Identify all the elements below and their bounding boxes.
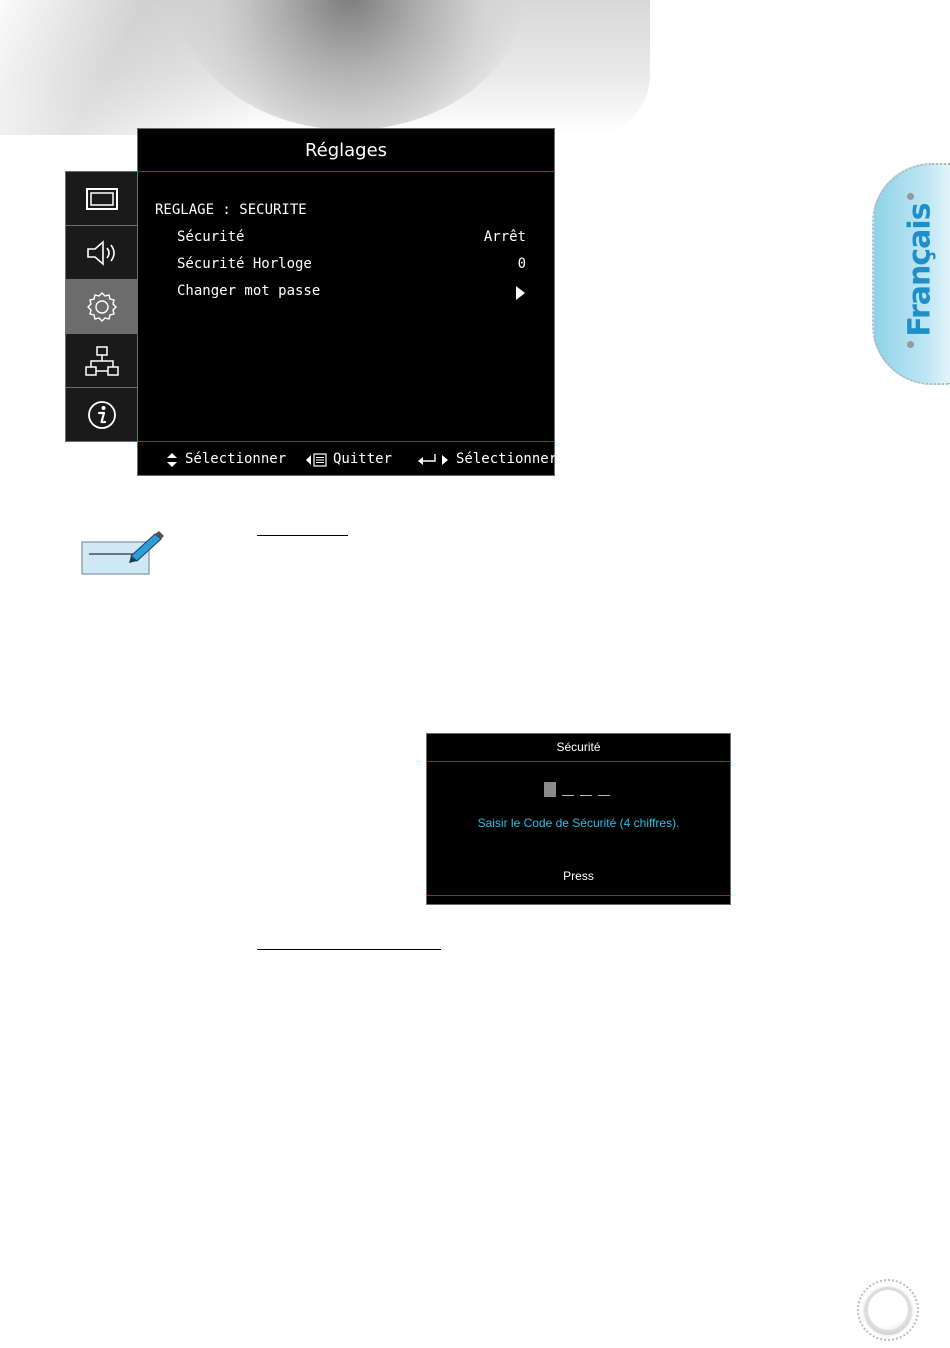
language-tab-dot-bottom <box>907 341 914 348</box>
security-dialog <box>426 733 731 905</box>
footer-enter-select-label: Sélectionner <box>456 451 558 467</box>
heading-underline-security <box>257 535 348 536</box>
network-icon <box>84 345 120 377</box>
code-slot-1 <box>544 782 556 797</box>
menu-item-change-password-label[interactable]: Changer mot passe <box>177 283 321 299</box>
menu-item-security-timer-label[interactable]: Sécurité Horloge <box>177 256 312 272</box>
up-down-arrows-icon <box>167 453 177 467</box>
menu-item-security-value[interactable]: Arrêt <box>483 229 526 245</box>
sidebar-item-settings[interactable] <box>66 280 137 334</box>
code-slot-2 <box>562 782 574 796</box>
osd-title: Réglages <box>138 129 554 172</box>
language-label-text: Français <box>902 203 938 337</box>
code-slot-4 <box>598 782 610 796</box>
triangle-right-icon[interactable] <box>515 286 525 300</box>
gear-icon <box>85 290 119 324</box>
left-arrow-menu-icon <box>305 453 329 467</box>
heading-underline-timer <box>257 949 441 950</box>
language-tab-dot-top <box>907 193 914 200</box>
footer-select-label: Sélectionner <box>185 451 287 467</box>
code-slot-3 <box>580 782 592 796</box>
enter-right-arrow-icon <box>417 453 449 467</box>
security-dialog-hint: Saisir le Code de Sécurité (4 chiffres). <box>477 816 680 830</box>
security-code-input[interactable] <box>544 782 624 798</box>
menu-item-security-timer-value[interactable]: 0 <box>517 256 526 272</box>
page-number-badge <box>857 1279 919 1341</box>
security-dialog-title: Sécurité <box>427 734 730 762</box>
display-icon <box>85 187 119 211</box>
header-lens-banner <box>0 0 650 135</box>
language-label <box>900 203 940 337</box>
sidebar-item-audio[interactable] <box>66 226 137 280</box>
speaker-icon <box>85 239 119 267</box>
security-dialog-footer-line <box>427 895 730 896</box>
sidebar-item-info[interactable] <box>66 388 137 441</box>
sidebar-item-display[interactable] <box>66 172 137 226</box>
osd-menu <box>137 128 558 476</box>
sidebar-item-network[interactable] <box>66 334 137 388</box>
osd-footer <box>138 441 558 476</box>
osd-section-header: REGLAGE : SECURITE <box>155 202 307 218</box>
menu-item-security-label[interactable]: Sécurité <box>177 229 245 245</box>
footer-quit-label: Quitter <box>333 451 393 467</box>
info-icon <box>86 399 118 431</box>
osd-sidebar <box>65 171 138 442</box>
page-number-badge-inner <box>865 1287 911 1333</box>
security-dialog-press: Press <box>563 869 594 883</box>
pen-note-icon <box>81 530 171 576</box>
